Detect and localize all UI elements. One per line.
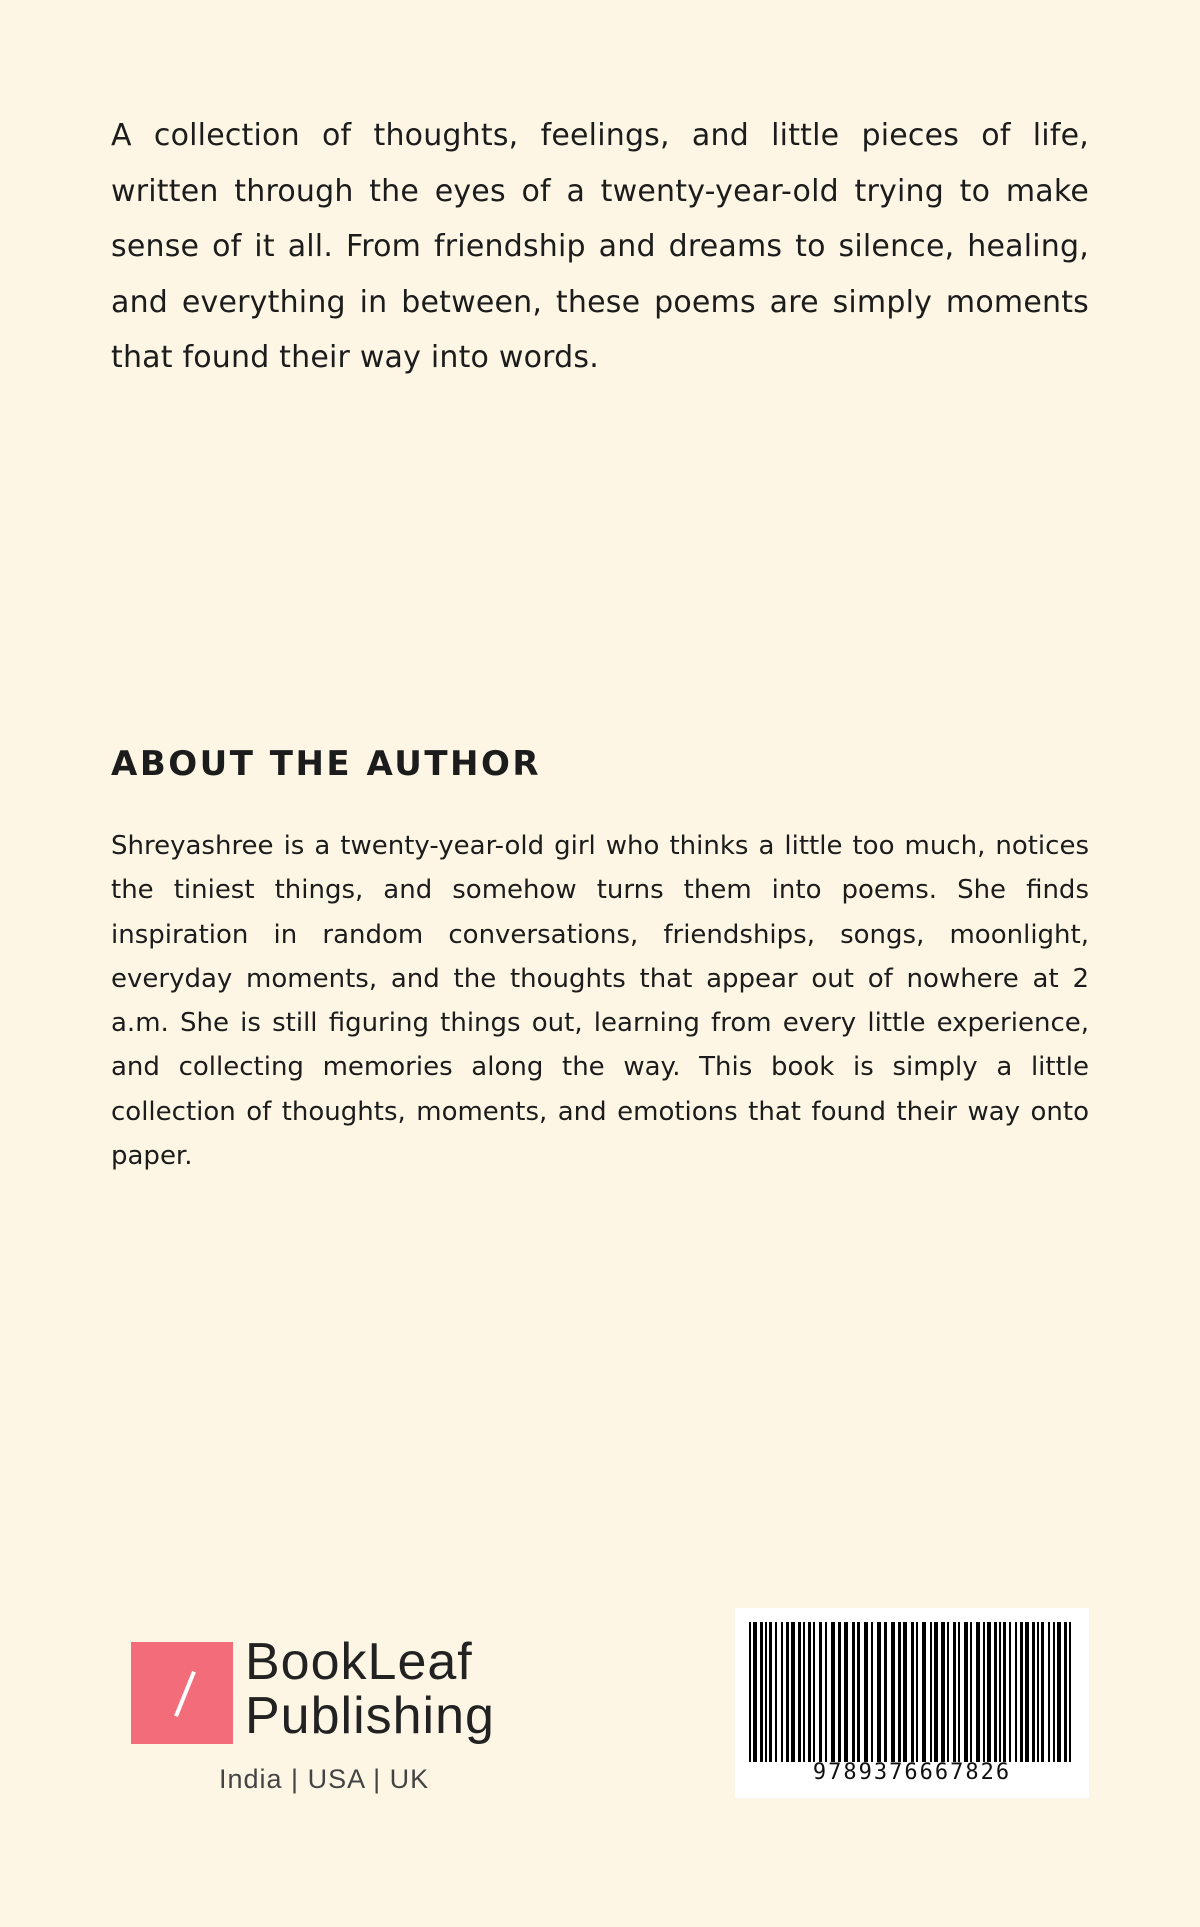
- barcode-bar: [930, 1622, 932, 1762]
- publisher-logo-icon: [131, 1642, 233, 1744]
- barcode-bar: [1015, 1622, 1017, 1762]
- barcode-bar: [1009, 1622, 1011, 1762]
- barcode-bar: [953, 1622, 956, 1762]
- barcode-bar: [765, 1622, 767, 1762]
- barcode-bar: [958, 1622, 960, 1762]
- slash-icon: [174, 1671, 196, 1717]
- barcode-bar: [760, 1622, 763, 1762]
- barcode-bar: [791, 1622, 795, 1762]
- barcode-bar: [999, 1622, 1001, 1762]
- barcode-bar: [1003, 1622, 1006, 1762]
- barcode-bar: [819, 1622, 822, 1762]
- barcode-bar: [941, 1622, 945, 1762]
- isbn-number: 9789376667826: [812, 1760, 1012, 1785]
- barcode-bar: [769, 1622, 772, 1762]
- barcode-bar: [857, 1622, 860, 1762]
- barcode-bar: [911, 1622, 914, 1762]
- barcode-bar: [1041, 1622, 1044, 1762]
- barcode-icon: [749, 1622, 1075, 1762]
- barcode-bar: [898, 1622, 901, 1762]
- barcode-bar: [994, 1622, 997, 1762]
- barcode-bar: [903, 1622, 907, 1762]
- isbn-barcode: [735, 1608, 1089, 1798]
- barcode-bar: [970, 1622, 972, 1762]
- barcode-bar: [916, 1622, 918, 1762]
- barcode-bar: [864, 1622, 868, 1762]
- barcode-bar: [831, 1622, 835, 1762]
- barcode-bar: [1032, 1622, 1035, 1762]
- barcode-bar: [1057, 1622, 1061, 1762]
- barcode-bar: [1053, 1622, 1055, 1762]
- barcode-bar: [964, 1622, 968, 1762]
- publisher-name-line1: BookLeaf: [245, 1633, 473, 1691]
- barcode-bar: [976, 1622, 980, 1762]
- barcode-bar: [825, 1622, 827, 1762]
- publisher-name-line2: Publishing: [245, 1687, 495, 1745]
- barcode-bar: [934, 1622, 938, 1762]
- barcode-bar: [808, 1622, 811, 1762]
- barcode-bar: [813, 1622, 815, 1762]
- barcode-bar: [877, 1622, 881, 1762]
- barcode-bar: [1064, 1622, 1067, 1762]
- barcode-bar: [1020, 1622, 1023, 1762]
- barcode-bar: [775, 1622, 777, 1762]
- barcode-bar: [786, 1622, 789, 1762]
- barcode-bar: [803, 1622, 805, 1762]
- barcode-bar: [1025, 1622, 1029, 1762]
- barcode-bar: [781, 1622, 783, 1762]
- barcode-bar: [983, 1622, 985, 1762]
- barcode-bar: [947, 1622, 949, 1762]
- barcode-bar: [798, 1622, 801, 1762]
- barcode-bar: [844, 1622, 848, 1762]
- barcode-bar: [884, 1622, 887, 1762]
- barcode-bar: [1037, 1622, 1039, 1762]
- about-author-heading: ABOUT THE AUTHOR: [111, 744, 542, 784]
- book-blurb: A collection of thoughts, feelings, and little pieces of life, written through the eyes of a twenty-year-old trying to make sense of it all. From friendship and dreams to silence, healing, and everything in between, these poems are simply moments that found their way into words.: [111, 118, 1089, 375]
- author-bio: Shreyashree is a twenty-year-old girl who thinks a little too much, notices the tiniest things, and somehow turns them into poems. She finds inspiration in random conversations, friendships, songs, moonlight, everyday moments, and the thoughts that appear out of nowhere at 2 a.m. She is still figuring things out, learning from every little experience, and collecting memories along the way. This book is simply a little collection of thoughts, moments, and emotions that found their way onto paper.: [111, 831, 1089, 1172]
- barcode-bar: [1069, 1622, 1071, 1762]
- barcode-bar: [749, 1622, 751, 1762]
- barcode-bar: [871, 1622, 873, 1762]
- barcode-bar: [852, 1622, 855, 1762]
- barcode-bar: [1048, 1622, 1050, 1762]
- barcode-bar: [987, 1622, 991, 1762]
- barcode-bar: [838, 1622, 841, 1762]
- barcode-bar: [753, 1622, 757, 1762]
- publisher-logo: [131, 1634, 511, 1804]
- barcode-bar: [922, 1622, 926, 1762]
- publisher-regions: India | USA | UK: [219, 1764, 430, 1794]
- barcode-bar: [891, 1622, 895, 1762]
